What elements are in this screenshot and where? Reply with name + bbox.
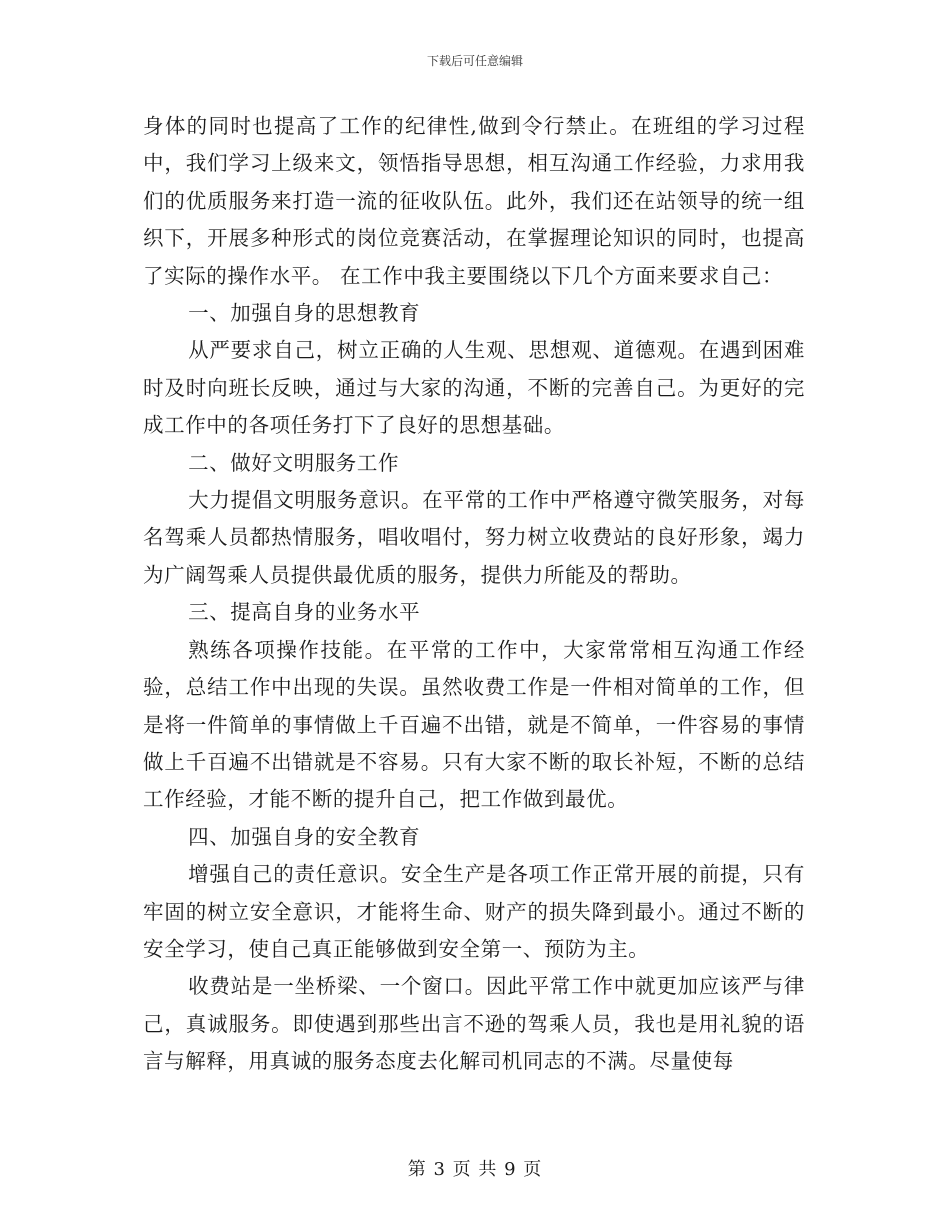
document-body	[143, 108, 805, 1081]
page-header: 下载后可任意编辑	[426, 54, 523, 68]
paragraph: 从严要求自己，树立正确的人生观、思想观、道德观。在遇到困难时及时向班长反映，通过与大家的沟通，不断的完善自己。为更好的完成工作中的各项任务打下了良好的思想基础。	[143, 338, 805, 438]
paragraph: 增强自己的责任意识。安全生产是各项工作正常开展的前提，只有牢固的树立安全意识，才能将生命、财产的损失降到最小。通过不断的安全学习，使自己真正能够做到安全第一、预防为主。	[143, 862, 805, 961]
section-heading: 一、加强自身的思想教育	[188, 301, 421, 326]
section-heading: 二、做好文明服务工作	[188, 450, 400, 475]
paragraph: 大力提倡文明服务意识。在平常的工作中严格遵守微笑服务，对每名驾乘人员都热情服务，唱收唱付，努力树立收费站的良好形象，竭力为广阔驾乘人员提供最优质的服务，提供力所能及的帮助。	[143, 488, 805, 587]
section-heading: 三、提高自身的业务水平	[188, 600, 421, 625]
paragraph: 熟练各项操作技能。在平常的工作中，大家常常相互沟通工作经验，总结工作中出现的失误。虽然收费工作是一件相对简单的工作，但是将一件简单的事情做上千百遍不出错，就是不简单，一件容易的事情做上千百遍不出错就是不容易。只有大家不断的取长补短，不断的总结工作经验，才能不断的提升自己，把工作做到最优。	[143, 637, 805, 812]
paragraph: 收费站是一坐桥梁、一个窗口。因此平常工作中就更加应该严与律己，真诚服务。即使遇到那些出言不逊的驾乘人员，我也是用礼貌的语言与解释，用真诚的服务态度去化解司机同志的不满。尽量使每	[143, 974, 805, 1074]
section-heading: 四、加强自身的安全教育	[188, 824, 421, 849]
page-number: 第 3 页 共 9 页	[407, 1159, 543, 1180]
paragraph: 身体的同时也提高了工作的纪律性,做到令行禁止。在班组的学习过程中，我们学习上级来文，领悟指导思想，相互沟通工作经验，力求用我们的优质服务来打造一流的征收队伍。此外，我们还在站领导的统一组织下，开展多种形式的岗位竞赛活动，在掌握理论知识的同时，也提高了实际的操作水平。 在工作中我主要围绕以下几个方面来要求自己：	[143, 114, 805, 288]
